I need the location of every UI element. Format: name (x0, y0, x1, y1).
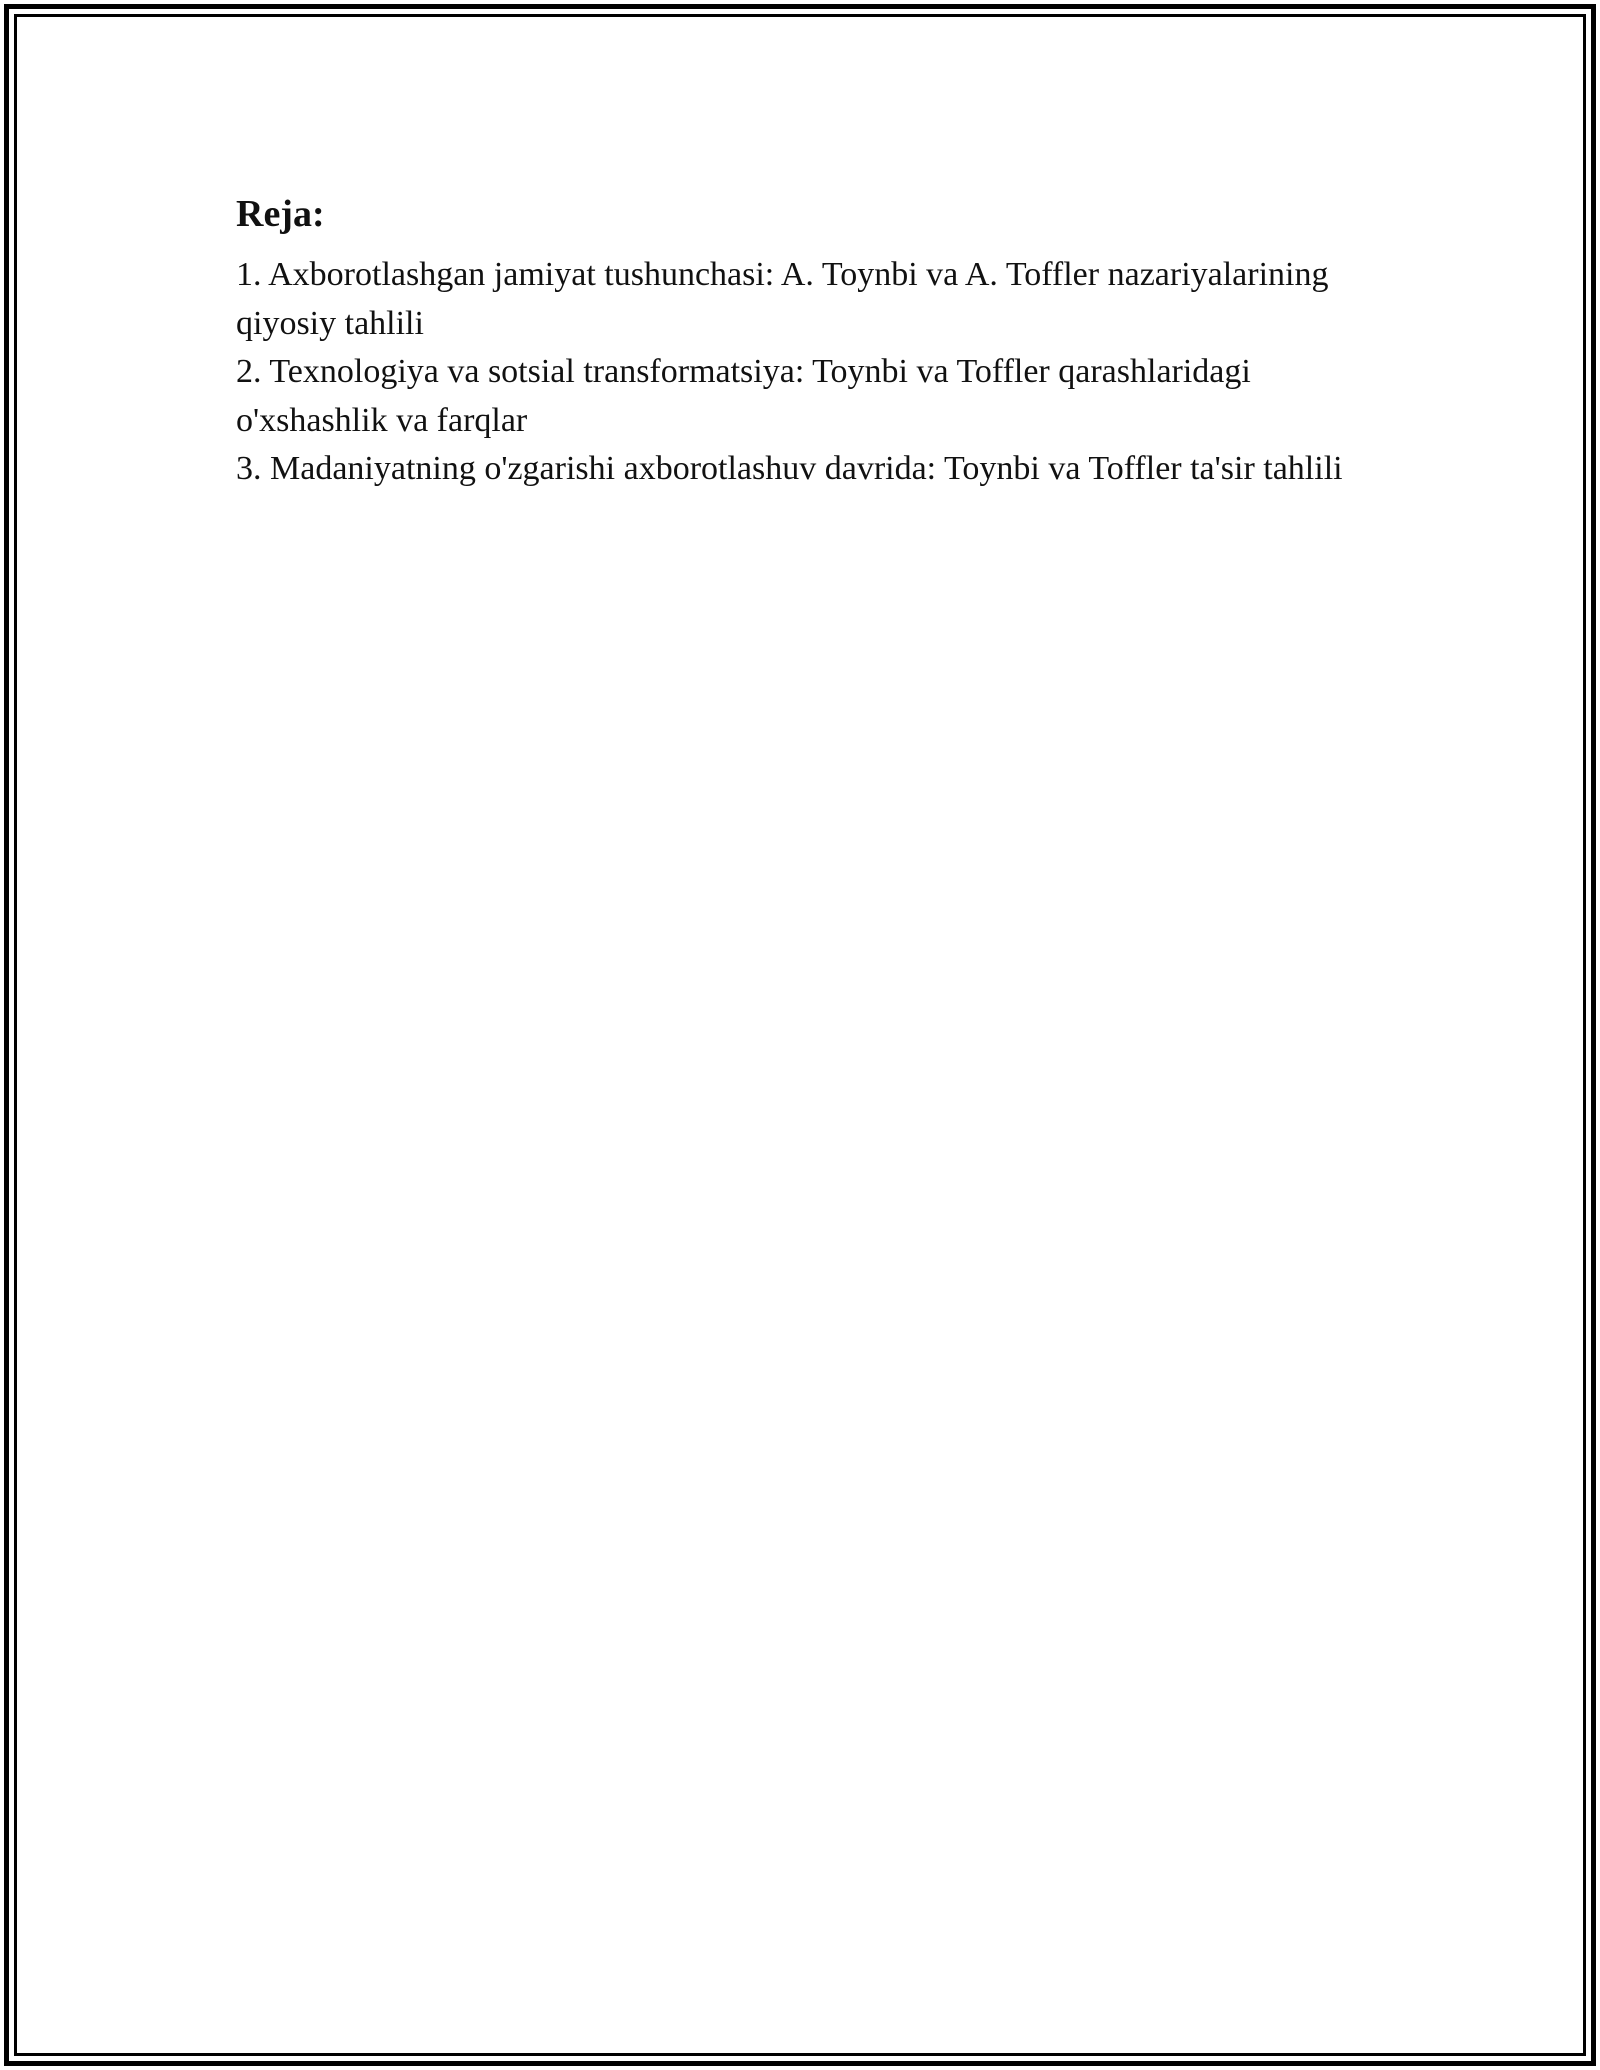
page-content (236, 185, 1356, 494)
plan-item-2: 2. Texnologiya va sotsial transformatsiya: Toynbi va Toffler qarashlaridagi o'xshashlik va farqlar (236, 353, 1251, 439)
plan-list (236, 251, 1356, 494)
plan-item-1: 1. Axborotlashgan jamiyat tushunchasi: A. Toynbi va A. Toffler nazariyalarining qiyosiy tahlili (236, 256, 1329, 342)
plan-item-3: 3. Madaniyatning o'zgarishi axborotlashuv davrida: Toynbi va Toffler ta'sir tahlili (236, 450, 1343, 487)
plan-heading: Reja: (236, 193, 325, 235)
